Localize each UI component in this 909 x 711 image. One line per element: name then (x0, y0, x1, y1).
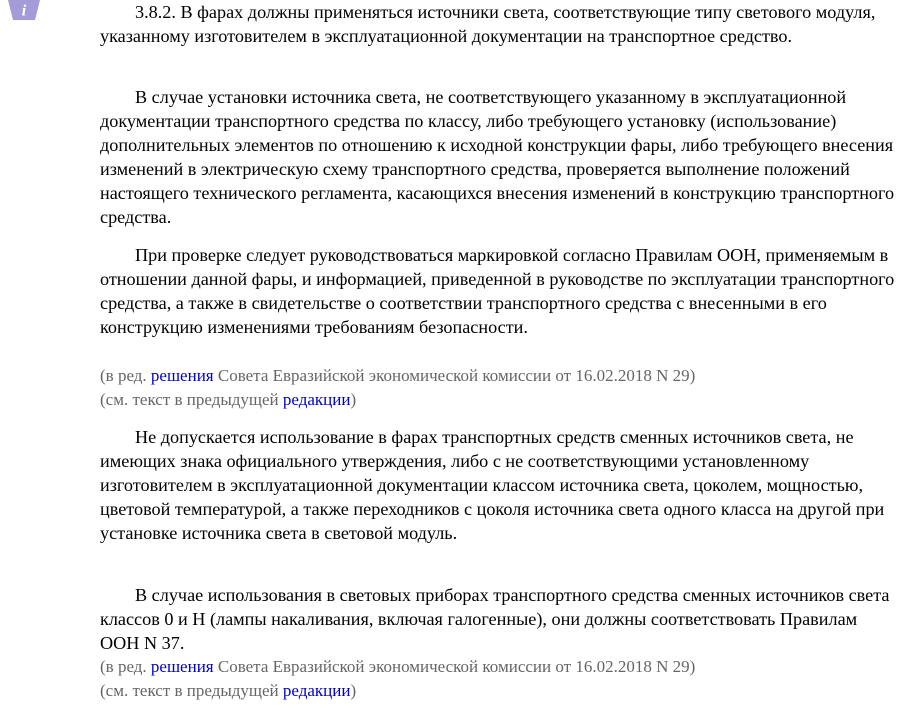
paragraph-class-0-h-sources: В случае использования в световых приборах транспортного средства сменных источников света классов 0 и H (лампы накаливания, включая галогенные), они должны соответствовать Правилам ООН N 37. (100, 585, 890, 653)
previous-version-suffix: ) (350, 681, 357, 700)
previous-version-link[interactable]: редакции (282, 390, 351, 409)
previous-version-note (100, 680, 356, 702)
info-icon[interactable] (8, 0, 40, 20)
previous-version-prefix: (см. текст в предыдущей (100, 390, 283, 409)
previous-version-note (100, 389, 356, 411)
previous-version-suffix: ) (350, 390, 357, 409)
paragraph-3-8-2: 3.8.2. В фарах должны применяться источники света, соответствующие типу светового модуля, указанному изготовителем в эксплуатационной документации на транспортное средство. (100, 2, 876, 46)
decision-link[interactable]: решения (150, 657, 214, 676)
amendment-note-prefix: (в ред. (100, 366, 151, 385)
paragraph-light-source-installation: В случае установки источника света, не соответствующего указанному в эксплуатационной документации транспортного средства по классу, либо требующего установку (использование) дополнительных элементов по отношению к исходной конструкции фары, либо требующего внесения изменений в электрическую схему транспортного средства, проверяется выполнение положений настоящего технического регламента, касающихся внесения изменений в конструкцию транспортного средства. (100, 87, 895, 227)
paragraph-prohibited-light-sources: Не допускается использование в фарах транспортных средств сменных источников света, не имеющих знака официального утверждения, либо с не соответствующими установленному изготовителем в эксплуатационной документации классом источника света, цоколем, мощностью, цветовой температурой, а также переходников с цоколя источника света одного класса на другой при установке источника света в световой модуль. (100, 427, 885, 543)
paragraph-inspection-guidance: При проверке следует руководствоваться маркировкой согласно Правилам ООН, применяемым в отношении данной фары, и информацией, приведенной в руководстве по эксплуатации транспортного средства, а также в свидетельстве о соответствии транспортного средства с внесенными в его конструкцию изменениями требованиям безопасности. (100, 245, 895, 337)
previous-version-link[interactable]: редакции (282, 681, 351, 700)
decision-link[interactable]: решения (150, 366, 214, 385)
amendment-note-prefix: (в ред. (100, 657, 151, 676)
amendment-note-suffix: Совета Евразийской экономической комиссии от 16.02.2018 N 29) (213, 366, 696, 385)
amendment-note (100, 656, 695, 678)
amendment-note (100, 365, 695, 387)
info-icon-glyph: i (21, 2, 27, 20)
previous-version-prefix: (см. текст в предыдущей (100, 681, 283, 700)
amendment-note-suffix: Совета Евразийской экономической комиссии от 16.02.2018 N 29) (213, 657, 696, 676)
